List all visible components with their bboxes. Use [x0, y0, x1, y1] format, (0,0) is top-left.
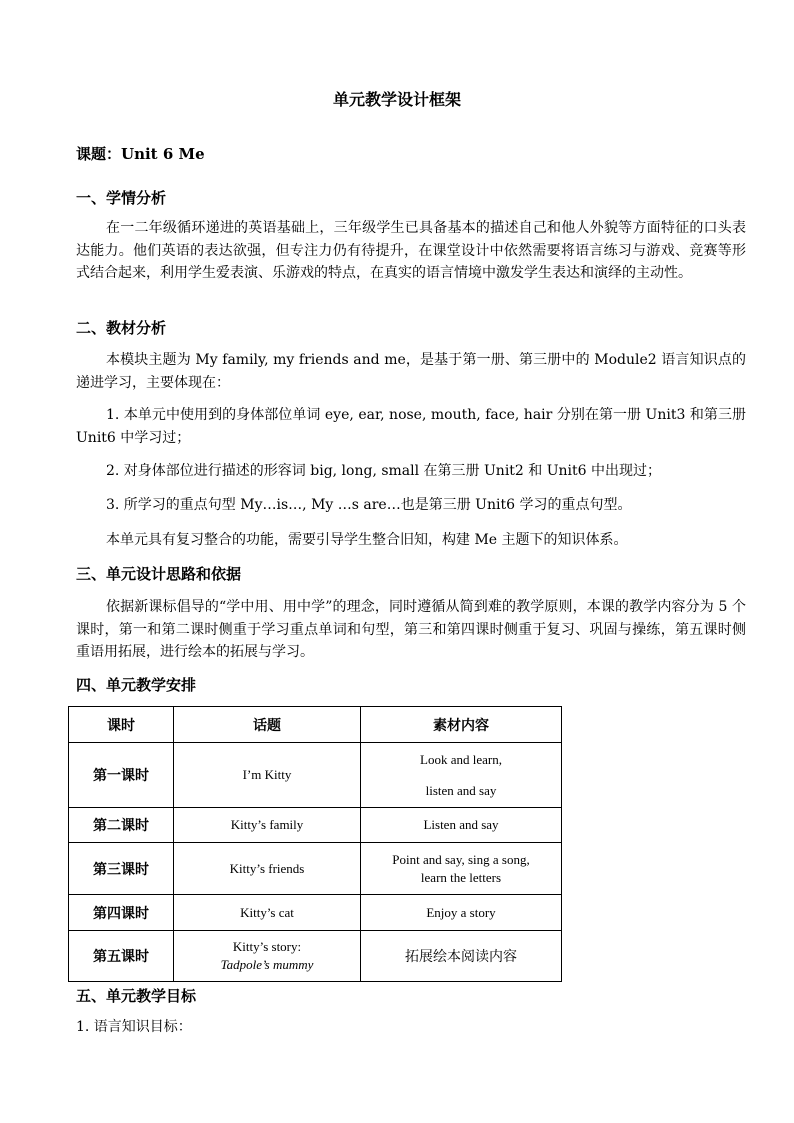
material-cell — [361, 743, 562, 808]
topic-cell: I’m Kitty — [174, 743, 361, 808]
topic-cell: Kitty’s friends — [174, 843, 361, 895]
table-row — [69, 931, 562, 982]
material-cell: Enjoy a story — [361, 895, 562, 931]
material-line: learn the letters — [420, 869, 502, 885]
table-row — [69, 895, 562, 931]
header-period: 课时 — [69, 707, 174, 743]
topic-line-italic: Tadpole’s mummy — [220, 957, 314, 972]
period-cell: 第五课时 — [69, 931, 174, 982]
lesson-topic: 课题：Unit 6 Me — [76, 145, 205, 163]
period-cell: 第三课时 — [69, 843, 174, 895]
section-heading-learner-analysis: 一、学情分析 — [76, 189, 167, 207]
material-line: Point and say, sing a song, — [392, 851, 530, 867]
period-cell: 第二课时 — [69, 808, 174, 843]
section-heading-textbook-analysis: 二、教材分析 — [76, 319, 167, 337]
document-title: 单元教学设计框架 — [332, 90, 461, 109]
textbook-list-item-2: 2. 对身体部位进行描述的形容词 big, long, small 在第三册 Unit2 和 Unit6 中出现过； — [106, 463, 662, 479]
design-rationale-paragraph: 依据新课标倡导的“学中用、用中学”的理念，同时遵循从简到难的教学原则，本课的教学内容分为 5 个课时，第一和第二课时侧重于学习重点单词和句型，第三和第四课时侧重于复习、巩固与操练，第五课时侧重语用拓展，进行绘本的拓展与学习。 — [76, 599, 746, 660]
table-row — [69, 743, 562, 808]
unit-schedule-table — [68, 706, 562, 982]
table-row — [69, 808, 562, 843]
period-cell: 第四课时 — [69, 895, 174, 931]
material-cell — [361, 843, 562, 895]
objectives-list-item-1: 1. 语言知识目标： — [76, 1019, 192, 1035]
textbook-closing-paragraph: 本单元具有复习整合的功能，需要引导学生整合旧知，构建 Me 主题下的知识体系。 — [106, 532, 628, 548]
topic-cell: Kitty’s cat — [174, 895, 361, 931]
textbook-list-item-1: 1. 本单元中使用到的身体部位单词 eye, ear, nose, mouth, face, hair 分别在第一册 Unit3 和第三册 Unit6 中学习过； — [76, 407, 746, 446]
table-header-row — [69, 707, 562, 743]
period-cell: 第一课时 — [69, 743, 174, 808]
topic-cell — [174, 931, 361, 982]
header-material: 素材内容 — [361, 707, 562, 743]
material-line: Look and learn, — [420, 751, 502, 767]
learner-analysis-paragraph: 在一二年级循环递进的英语基础上，三年级学生已具备基本的描述自己和他人外貌等方面特征的口头表达能力。他们英语的表达欲强，但专注力仍有待提升，在课堂设计中依然需要将语言练习与游戏、竞赛等形式结合起来，利用学生爱表演、乐游戏的特点，在真实的语言情境中激发学生表达和演绎的主动性。 — [76, 220, 746, 281]
topic-cell: Kitty’s family — [174, 808, 361, 843]
textbook-analysis-paragraph: 本模块主题为 My family, my friends and me，是基于第一册、第三册中的 Module2 语言知识点的递进学习，主要体现在： — [76, 352, 746, 391]
header-topic: 话题 — [174, 707, 361, 743]
material-cell: 拓展绘本阅读内容 — [361, 931, 562, 982]
material-line: listen and say — [425, 782, 497, 798]
section-heading-unit-objectives: 五、单元教学目标 — [76, 987, 197, 1005]
textbook-list-item-3: 3. 所学习的重点句型 My…is…, My …s are…也是第三册 Unit6 学习的重点句型。 — [106, 497, 632, 513]
section-heading-unit-schedule: 四、单元教学安排 — [76, 676, 197, 694]
material-cell: Listen and say — [361, 808, 562, 843]
topic-line: Kitty’s story: — [232, 939, 302, 954]
section-heading-design-rationale: 三、单元设计思路和依据 — [76, 565, 242, 583]
table-row — [69, 843, 562, 895]
